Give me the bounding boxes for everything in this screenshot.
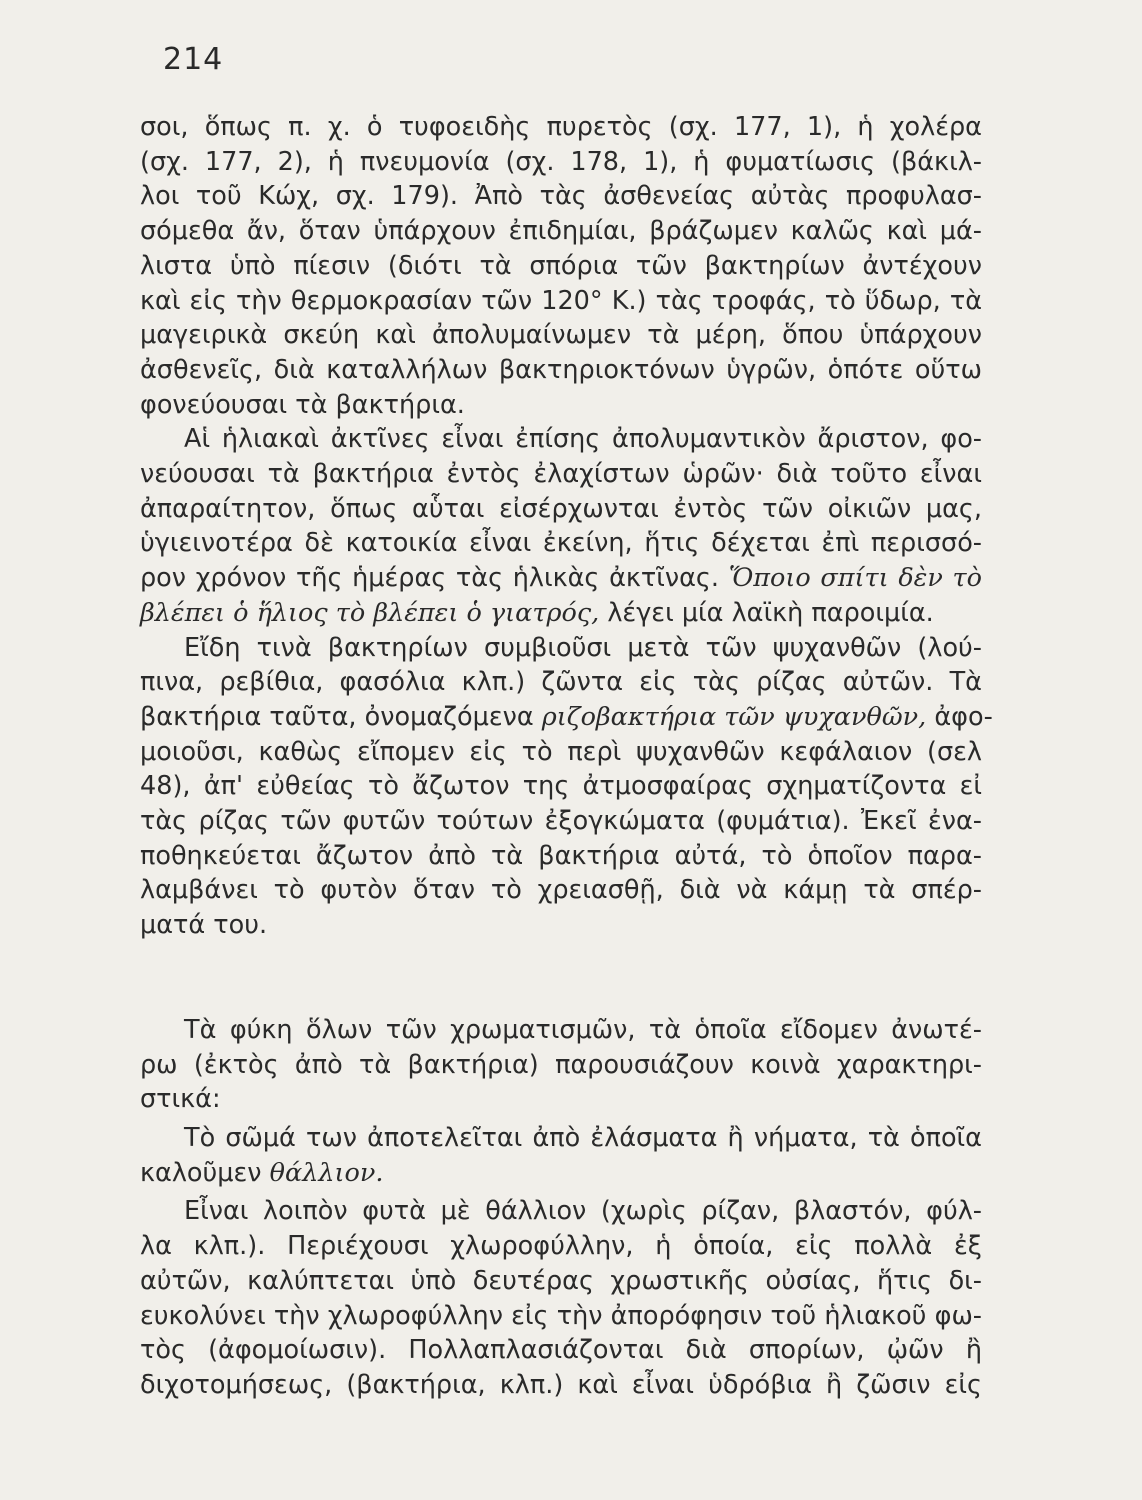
text-line: ευκολύνει τὴν χλωροφύλλην εἰς τὴν ἀπορόφησιν τοῦ ἡλιακοῦ φω- [140,1300,982,1331]
text-line: λα κλπ.). Περιέχουσι χλωροφύλλην, ἡ ὁποία, εἰς πολλὰ ἐξ [140,1231,982,1262]
paragraph-algae-intro [140,1013,982,1117]
text-line: διχοτομήσεως, (βακτήρια, κλπ.) καὶ εἶναι ὑδρόβια ἢ ζῶσιν εἰς [140,1369,982,1400]
text-line: ματά του. [140,910,268,941]
text-line: Τὰ φύκη ὅλων τῶν χρωματισμῶν, τὰ ὁποῖα εἴδομεν ἀνωτέ- [184,1014,982,1045]
text-line [140,1156,982,1191]
text-segment: ἀφο- [934,701,993,732]
text-line: ἀπαραίτητον, ὅπως αὗται εἰσέρχωνται ἐντὸς τῶν οἰκιῶν μας, [140,493,982,524]
text-line: λαμβάνει τὸ φυτὸν ὅταν τὸ χρειασθῇ, διὰ νὰ κάμῃ τὰ σπέρ- [140,875,982,906]
term-italic: ριζοβακτήρια τῶν ψυχανθῶν, [541,701,927,732]
text-line [140,700,993,735]
paragraph-diseases [140,110,982,422]
text-line: πινα, ρεβίθια, φασόλια κλπ.) ζῶντα εἰς τὰς ρίζας αὐτῶν. Τὰ [140,667,982,698]
text-line: ρω (ἐκτὸς ἀπὸ τὰ βακτήρια) παρουσιάζουν κοινὰ χαρακτηρι- [140,1049,982,1080]
text-line: 48), ἀπ' εὐθείας τὸ ἄζωτον της ἀτμοσφαίρας σχηματίζοντα εἰ [140,771,982,802]
text-segment: ρον χρόνον τῆς ἡμέρας τὰς ἡλικὰς ἀκτῖνας. [140,563,720,594]
page-number: 214 [163,42,224,77]
proverb-italic: Ὅποιο σπίτι δὲν τὸ [728,563,982,594]
text-line: σόμεθα ἄν, ὅταν ὑπάρχουν ἐπιδημίαι, βράζωμεν καλῶς καὶ μά- [140,216,982,247]
text-line [140,561,982,596]
paragraph-thallus [140,1121,982,1190]
body-text [140,110,993,1403]
text-line: ποθηκεύεται ἄζωτον ἀπὸ τὰ βακτήρια αὐτά, τὸ ὁποῖον παρα- [140,840,982,871]
text-line: (σχ. 177, 2), ἡ πνευμονία (σχ. 178, 1), ἡ φυματίωσις (βάκιλ- [140,146,982,177]
proverb-italic: βλέπει ὁ ἥλιος τὸ βλέπει ὁ γιατρός, [140,597,600,628]
text-line: τὰς ρίζας τῶν φυτῶν τούτων ἐξογκώματα (φυμάτια). Ἐκεῖ ἐνα- [140,806,982,837]
text-line: ἀσθενεῖς, διὰ καταλλήλων βακτηριοκτόνων ὑγρῶν, ὁπότε οὕτω [140,354,982,385]
text-segment: λέγει μία λαϊκὴ παροιμία. [607,597,934,628]
text-line: Αἱ ἡλιακαὶ ἀκτῖνες εἶναι ἐπίσης ἀπολυμαντικὸν ἄριστον, φο- [184,424,982,455]
text-line: καὶ εἰς τὴν θερμοκρασίαν τῶν 120° Κ.) τὰς τροφάς, τὸ ὕδωρ, τὰ [140,285,982,316]
text-line: τὸς (ἀφομοίωσιν). Πολλαπλασιάζονται διὰ σπορίων, ᾠῶν ἢ [140,1335,982,1366]
text-line: Εἶναι λοιπὸν φυτὰ μὲ θάλλιον (χωρὶς ρίζαν, βλαστόν, φύλ- [184,1196,982,1227]
text-line [140,596,982,631]
text-line: Εἴδη τινὰ βακτηρίων συμβιοῦσι μετὰ τῶν ψυχανθῶν (λού- [184,632,982,663]
text-line: αὐτῶν, καλύπτεται ὑπὸ δευτέρας χρωστικῆς οὐσίας, ἥτις δι- [140,1265,982,1296]
text-segment: βακτήρια ταῦτα, ὀνομαζόμενα [140,701,534,732]
term-italic: θάλλιον. [269,1157,384,1188]
text-line: νεύουσαι τὰ βακτήρια ἐντὸς ἐλαχίστων ὡρῶν· διὰ τοῦτο εἶναι [140,459,982,490]
text-line: φονεύουσαι τὰ βακτήρια. [140,389,465,420]
section-gap [140,943,982,1013]
text-line: σοι, ὅπως π. χ. ὁ τυφοειδὴς πυρετὸς (σχ. 177, 1), ἡ χολέρα [140,112,982,142]
text-line: μοιοῦσι, καθὼς εἴπομεν εἰς τὸ περὶ ψυχανθῶν κεφάλαιον (σελ [140,736,982,767]
text-line: μαγειρικὰ σκεύη καὶ ἀπολυμαίνωμεν τὰ μέρη, ὅπου ὑπάρχουν [140,320,982,351]
text-line: λοι τοῦ Κώχ, σχ. 179). Ἀπὸ τὰς ἀσθενείας αὐτὰς προφυλασ- [140,181,982,212]
paragraph-sunlight [140,422,982,630]
paragraph-algae-traits [140,1194,982,1402]
text-line: ὑγιεινοτέρα δὲ κατοικία εἶναι ἐκείνη, ἥτις δέχεται ἐπὶ περισσό- [140,528,982,559]
paragraph-root-bacteria [140,631,993,943]
text-line: στικά: [140,1084,221,1115]
text-segment: καλοῦμεν [140,1157,262,1188]
text-line: λιστα ὑπὸ πίεσιν (διότι τὰ σπόρια τῶν βακτηρίων ἀντέχουν [140,250,982,281]
text-line: Τὸ σῶμά των ἀποτελεῖται ἀπὸ ἐλάσματα ἢ νήματα, τὰ ὁποῖα [184,1122,982,1153]
